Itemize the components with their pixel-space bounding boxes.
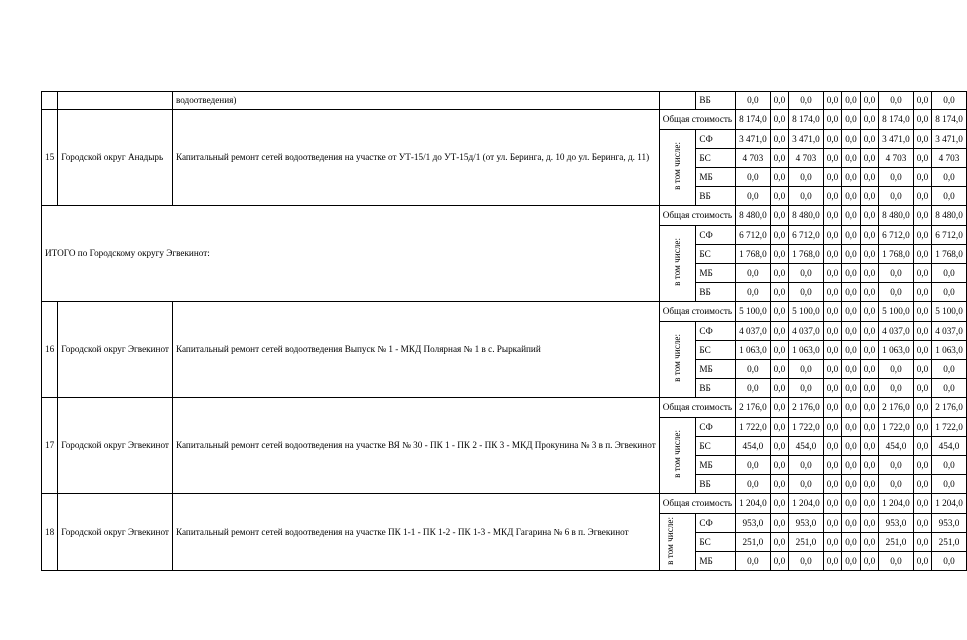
value-cell: 0,0	[860, 379, 878, 398]
source-code: ВБ	[696, 92, 736, 110]
value-cell: 0,0	[770, 552, 788, 571]
value-cell: 0,0	[913, 398, 931, 418]
value-cell: 0,0	[736, 552, 771, 571]
value-cell: 0,0	[913, 514, 931, 533]
value-cell: 0,0	[770, 92, 788, 110]
value-cell: 1 722,0	[789, 418, 824, 437]
value-cell: 0,0	[823, 360, 841, 379]
value-cell: 0,0	[932, 187, 967, 206]
value-cell: 0,0	[860, 475, 878, 494]
source-code: МБ	[696, 264, 736, 283]
value-cell: 0,0	[842, 475, 860, 494]
value-cell: 0,0	[842, 226, 860, 245]
value-cell: 0,0	[913, 418, 931, 437]
value-cell: 0,0	[860, 552, 878, 571]
value-cell: 0,0	[913, 130, 931, 149]
value-cell: 0,0	[770, 264, 788, 283]
value-cell: 1 204,0	[789, 494, 824, 514]
value-cell: 0,0	[860, 456, 878, 475]
value-cell: 953,0	[736, 514, 771, 533]
value-cell: 0,0	[789, 264, 824, 283]
value-cell: 0,0	[770, 149, 788, 168]
value-cell: 8 480,0	[789, 206, 824, 226]
value-cell: 0,0	[736, 475, 771, 494]
value-cell: 1 722,0	[879, 418, 914, 437]
source-code: СФ	[696, 418, 736, 437]
value-cell: 0,0	[842, 92, 860, 110]
value-cell: 0,0	[789, 456, 824, 475]
value-cell: 1 768,0	[932, 245, 967, 264]
value-cell: 3 471,0	[789, 130, 824, 149]
partial-top-row	[42, 92, 967, 110]
value-cell: 0,0	[842, 379, 860, 398]
value-cell: 0,0	[789, 360, 824, 379]
value-cell: 0,0	[913, 149, 931, 168]
value-cell: 8 174,0	[789, 110, 824, 130]
value-cell: 0,0	[770, 514, 788, 533]
value-cell: 0,0	[860, 341, 878, 360]
value-cell: 0,0	[860, 322, 878, 341]
source-code: ВБ	[696, 283, 736, 302]
value-cell: 6 712,0	[932, 226, 967, 245]
district-name: Городской округ Эгвекинот	[58, 398, 173, 494]
sources-split-text: в том числе:	[671, 238, 682, 287]
value-cell: 0,0	[842, 418, 860, 437]
value-cell: 0,0	[823, 475, 841, 494]
value-cell: 0,0	[842, 149, 860, 168]
value-cell: 454,0	[789, 437, 824, 456]
sources-split-label	[659, 130, 696, 206]
value-cell: 0,0	[770, 398, 788, 418]
value-cell: 0,0	[913, 168, 931, 187]
value-cell: 0,0	[789, 475, 824, 494]
value-cell: 0,0	[860, 130, 878, 149]
value-cell: 4 037,0	[879, 322, 914, 341]
row-number: 17	[42, 398, 58, 494]
value-cell: 0,0	[913, 302, 931, 322]
row-number	[42, 92, 58, 110]
value-cell: 0,0	[913, 92, 931, 110]
total-cost-label: Общая стоимость	[659, 398, 735, 418]
value-cell: 0,0	[842, 130, 860, 149]
value-cell: 0,0	[770, 226, 788, 245]
project-description: Капитальный ремонт сетей водоотведения на участке ВЯ № 30 - ПК 1 - ПК 2 - ПК 3 - МКД Прокунина № 3 в п. Эгвекинот	[172, 398, 659, 494]
source-code: МБ	[696, 456, 736, 475]
project-description: водоотведения)	[172, 92, 659, 110]
project-description: Капитальный ремонт сетей водоотведения на участке от УТ-15/1 до УТ-15д/1 (от ул. Беринга, д. 10 до ул. Беринга, д. 11)	[172, 110, 659, 206]
value-cell: 0,0	[913, 494, 931, 514]
sources-split-text: в том числе:	[671, 142, 682, 191]
value-cell: 0,0	[860, 110, 878, 130]
value-cell: 0,0	[932, 264, 967, 283]
district-name: Городской округ Эгвекинот	[58, 494, 173, 571]
source-code: МБ	[696, 360, 736, 379]
value-cell: 0,0	[913, 475, 931, 494]
value-cell: 0,0	[879, 187, 914, 206]
value-cell: 0,0	[770, 206, 788, 226]
value-cell: 0,0	[823, 437, 841, 456]
value-cell: 0,0	[860, 533, 878, 552]
value-cell: 0,0	[736, 187, 771, 206]
value-cell: 0,0	[823, 206, 841, 226]
value-cell: 4 703	[932, 149, 967, 168]
value-cell: 0,0	[932, 475, 967, 494]
value-cell: 0,0	[770, 360, 788, 379]
district-name: Городской округ Анадырь	[58, 110, 173, 206]
value-cell: 0,0	[823, 92, 841, 110]
value-cell: 3 471,0	[879, 130, 914, 149]
value-cell: 0,0	[823, 533, 841, 552]
value-cell: 0,0	[860, 514, 878, 533]
value-cell: 0,0	[860, 187, 878, 206]
value-cell: 0,0	[789, 92, 824, 110]
value-cell: 0,0	[770, 494, 788, 514]
value-cell: 0,0	[913, 360, 931, 379]
value-cell: 0,0	[823, 130, 841, 149]
value-cell: 0,0	[823, 398, 841, 418]
value-cell: 0,0	[932, 360, 967, 379]
sources-split-label	[659, 92, 696, 110]
value-cell: 0,0	[842, 110, 860, 130]
value-cell: 0,0	[842, 187, 860, 206]
value-cell: 0,0	[932, 283, 967, 302]
row-number: 18	[42, 494, 58, 571]
value-cell: 0,0	[842, 456, 860, 475]
value-cell: 0,0	[823, 264, 841, 283]
value-cell: 0,0	[879, 360, 914, 379]
source-code: СФ	[696, 322, 736, 341]
value-cell: 0,0	[789, 379, 824, 398]
value-cell: 0,0	[842, 398, 860, 418]
value-cell: 251,0	[736, 533, 771, 552]
value-cell: 0,0	[823, 283, 841, 302]
sources-split-text: в том числе:	[671, 430, 682, 479]
value-cell: 251,0	[789, 533, 824, 552]
value-cell: 0,0	[770, 130, 788, 149]
source-code: СФ	[696, 226, 736, 245]
value-cell: 0,0	[913, 187, 931, 206]
value-cell: 0,0	[913, 379, 931, 398]
value-cell: 1 722,0	[932, 418, 967, 437]
value-cell: 0,0	[823, 322, 841, 341]
value-cell: 1 722,0	[736, 418, 771, 437]
project-total-row	[42, 110, 967, 130]
value-cell: 0,0	[842, 533, 860, 552]
value-cell: 0,0	[860, 360, 878, 379]
value-cell: 2 176,0	[932, 398, 967, 418]
value-cell: 6 712,0	[879, 226, 914, 245]
value-cell: 0,0	[823, 341, 841, 360]
row-number: 15	[42, 110, 58, 206]
value-cell: 0,0	[770, 341, 788, 360]
value-cell: 0,0	[842, 360, 860, 379]
value-cell: 0,0	[823, 168, 841, 187]
value-cell: 0,0	[823, 302, 841, 322]
value-cell: 251,0	[932, 533, 967, 552]
value-cell: 0,0	[879, 168, 914, 187]
source-code: БС	[696, 533, 736, 552]
value-cell: 0,0	[823, 456, 841, 475]
project-description: Капитальный ремонт сетей водоотведения Выпуск № 1 - МКД Полярная № 1 в с. Рыркайпий	[172, 302, 659, 398]
value-cell: 0,0	[879, 552, 914, 571]
value-cell: 0,0	[913, 245, 931, 264]
district-name	[58, 92, 173, 110]
value-cell: 2 176,0	[879, 398, 914, 418]
value-cell: 0,0	[736, 168, 771, 187]
value-cell: 0,0	[860, 302, 878, 322]
value-cell: 0,0	[860, 206, 878, 226]
value-cell: 0,0	[823, 494, 841, 514]
value-cell: 5 100,0	[789, 302, 824, 322]
value-cell: 0,0	[770, 322, 788, 341]
source-code: ВБ	[696, 187, 736, 206]
value-cell: 0,0	[860, 437, 878, 456]
value-cell: 0,0	[823, 418, 841, 437]
value-cell: 0,0	[789, 283, 824, 302]
value-cell: 1 063,0	[932, 341, 967, 360]
value-cell: 0,0	[770, 475, 788, 494]
value-cell: 0,0	[789, 187, 824, 206]
value-cell: 4 703	[736, 149, 771, 168]
value-cell: 6 712,0	[736, 226, 771, 245]
value-cell: 0,0	[842, 514, 860, 533]
budget-table	[41, 91, 967, 571]
value-cell: 0,0	[736, 264, 771, 283]
project-total-row	[42, 398, 967, 418]
value-cell: 0,0	[842, 302, 860, 322]
value-cell: 0,0	[913, 283, 931, 302]
sources-split-text: в том числе:	[664, 516, 675, 565]
table-body	[42, 92, 967, 571]
value-cell: 4 703	[879, 149, 914, 168]
value-cell: 0,0	[842, 206, 860, 226]
value-cell: 454,0	[879, 437, 914, 456]
value-cell: 0,0	[860, 418, 878, 437]
source-code: МБ	[696, 168, 736, 187]
value-cell: 0,0	[932, 92, 967, 110]
value-cell: 0,0	[879, 264, 914, 283]
source-code: СФ	[696, 130, 736, 149]
value-cell: 0,0	[823, 514, 841, 533]
value-cell: 953,0	[789, 514, 824, 533]
itogo-total-row	[42, 206, 967, 226]
value-cell: 3 471,0	[932, 130, 967, 149]
value-cell: 0,0	[770, 456, 788, 475]
value-cell: 0,0	[770, 418, 788, 437]
value-cell: 0,0	[932, 168, 967, 187]
sources-split-text: в том числе:	[671, 334, 682, 383]
value-cell: 8 480,0	[932, 206, 967, 226]
value-cell: 0,0	[932, 456, 967, 475]
value-cell: 0,0	[860, 264, 878, 283]
value-cell: 0,0	[770, 379, 788, 398]
sources-split-label	[659, 514, 696, 571]
value-cell: 0,0	[842, 437, 860, 456]
value-cell: 1 768,0	[879, 245, 914, 264]
value-cell: 5 100,0	[879, 302, 914, 322]
value-cell: 0,0	[736, 360, 771, 379]
total-cost-label: Общая стоимость	[659, 206, 735, 226]
value-cell: 0,0	[736, 283, 771, 302]
value-cell: 0,0	[860, 283, 878, 302]
value-cell: 0,0	[842, 264, 860, 283]
sources-split-label	[659, 418, 696, 494]
source-code: БС	[696, 437, 736, 456]
value-cell: 0,0	[913, 226, 931, 245]
value-cell: 0,0	[842, 341, 860, 360]
project-description: Капитальный ремонт сетей водоотведения на участке ПК 1-1 - ПК 1-2 - ПК 1-3 - МКД Гагарина № 6 в п. Эгвекинот	[172, 494, 659, 571]
value-cell: 454,0	[932, 437, 967, 456]
value-cell: 0,0	[860, 168, 878, 187]
value-cell: 2 176,0	[736, 398, 771, 418]
value-cell: 0,0	[789, 168, 824, 187]
value-cell: 0,0	[823, 110, 841, 130]
source-code: ВБ	[696, 379, 736, 398]
value-cell: 4 037,0	[789, 322, 824, 341]
value-cell: 0,0	[823, 245, 841, 264]
source-code: ВБ	[696, 475, 736, 494]
source-code: СФ	[696, 514, 736, 533]
value-cell: 8 174,0	[932, 110, 967, 130]
source-code: БС	[696, 245, 736, 264]
value-cell: 5 100,0	[932, 302, 967, 322]
value-cell: 0,0	[860, 245, 878, 264]
value-cell: 0,0	[913, 322, 931, 341]
value-cell: 0,0	[913, 206, 931, 226]
value-cell: 0,0	[770, 168, 788, 187]
value-cell: 3 471,0	[736, 130, 771, 149]
value-cell: 1 063,0	[736, 341, 771, 360]
value-cell: 8 174,0	[736, 110, 771, 130]
value-cell: 0,0	[823, 226, 841, 245]
value-cell: 0,0	[736, 379, 771, 398]
value-cell: 1 204,0	[879, 494, 914, 514]
value-cell: 0,0	[823, 187, 841, 206]
value-cell: 8 480,0	[879, 206, 914, 226]
value-cell: 0,0	[842, 494, 860, 514]
value-cell: 0,0	[879, 456, 914, 475]
value-cell: 0,0	[736, 456, 771, 475]
value-cell: 0,0	[913, 341, 931, 360]
total-cost-label: Общая стоимость	[659, 494, 735, 514]
value-cell: 0,0	[932, 552, 967, 571]
project-total-row	[42, 494, 967, 514]
value-cell: 0,0	[770, 533, 788, 552]
value-cell: 0,0	[842, 245, 860, 264]
value-cell: 1 204,0	[736, 494, 771, 514]
value-cell: 0,0	[879, 92, 914, 110]
row-number: 16	[42, 302, 58, 398]
value-cell: 0,0	[860, 226, 878, 245]
value-cell: 0,0	[913, 533, 931, 552]
value-cell: 0,0	[879, 379, 914, 398]
value-cell: 1 768,0	[789, 245, 824, 264]
value-cell: 0,0	[913, 110, 931, 130]
value-cell: 251,0	[879, 533, 914, 552]
value-cell: 4 703	[789, 149, 824, 168]
value-cell: 0,0	[823, 149, 841, 168]
value-cell: 8 480,0	[736, 206, 771, 226]
value-cell: 1 768,0	[736, 245, 771, 264]
value-cell: 1 204,0	[932, 494, 967, 514]
value-cell: 4 037,0	[736, 322, 771, 341]
value-cell: 0,0	[842, 322, 860, 341]
source-code: МБ	[696, 552, 736, 571]
value-cell: 8 174,0	[879, 110, 914, 130]
value-cell: 0,0	[879, 283, 914, 302]
value-cell: 0,0	[770, 245, 788, 264]
value-cell: 0,0	[913, 552, 931, 571]
value-cell: 0,0	[860, 398, 878, 418]
sources-split-label	[659, 226, 696, 302]
value-cell: 0,0	[860, 92, 878, 110]
value-cell: 0,0	[770, 437, 788, 456]
value-cell: 0,0	[789, 552, 824, 571]
value-cell: 6 712,0	[789, 226, 824, 245]
total-cost-label: Общая стоимость	[659, 110, 735, 130]
itogo-label: ИТОГО по Городскому округу Эгвекинот:	[42, 206, 660, 302]
value-cell: 5 100,0	[736, 302, 771, 322]
sources-split-label	[659, 322, 696, 398]
value-cell: 0,0	[842, 283, 860, 302]
value-cell: 953,0	[932, 514, 967, 533]
value-cell: 0,0	[842, 552, 860, 571]
value-cell: 454,0	[736, 437, 771, 456]
value-cell: 2 176,0	[789, 398, 824, 418]
value-cell: 0,0	[823, 379, 841, 398]
value-cell: 0,0	[932, 379, 967, 398]
total-cost-label: Общая стоимость	[659, 302, 735, 322]
value-cell: 0,0	[879, 475, 914, 494]
value-cell: 0,0	[842, 168, 860, 187]
value-cell: 0,0	[860, 494, 878, 514]
value-cell: 953,0	[879, 514, 914, 533]
value-cell: 4 037,0	[932, 322, 967, 341]
value-cell: 0,0	[913, 456, 931, 475]
value-cell: 0,0	[770, 187, 788, 206]
district-name: Городской округ Эгвекинот	[58, 302, 173, 398]
value-cell: 0,0	[770, 283, 788, 302]
project-total-row	[42, 302, 967, 322]
value-cell: 0,0	[913, 264, 931, 283]
value-cell: 0,0	[736, 92, 771, 110]
value-cell: 0,0	[770, 302, 788, 322]
value-cell: 1 063,0	[789, 341, 824, 360]
value-cell: 0,0	[860, 149, 878, 168]
source-code: БС	[696, 341, 736, 360]
value-cell: 0,0	[823, 552, 841, 571]
value-cell: 0,0	[770, 110, 788, 130]
source-code: БС	[696, 149, 736, 168]
value-cell: 0,0	[913, 437, 931, 456]
value-cell: 1 063,0	[879, 341, 914, 360]
